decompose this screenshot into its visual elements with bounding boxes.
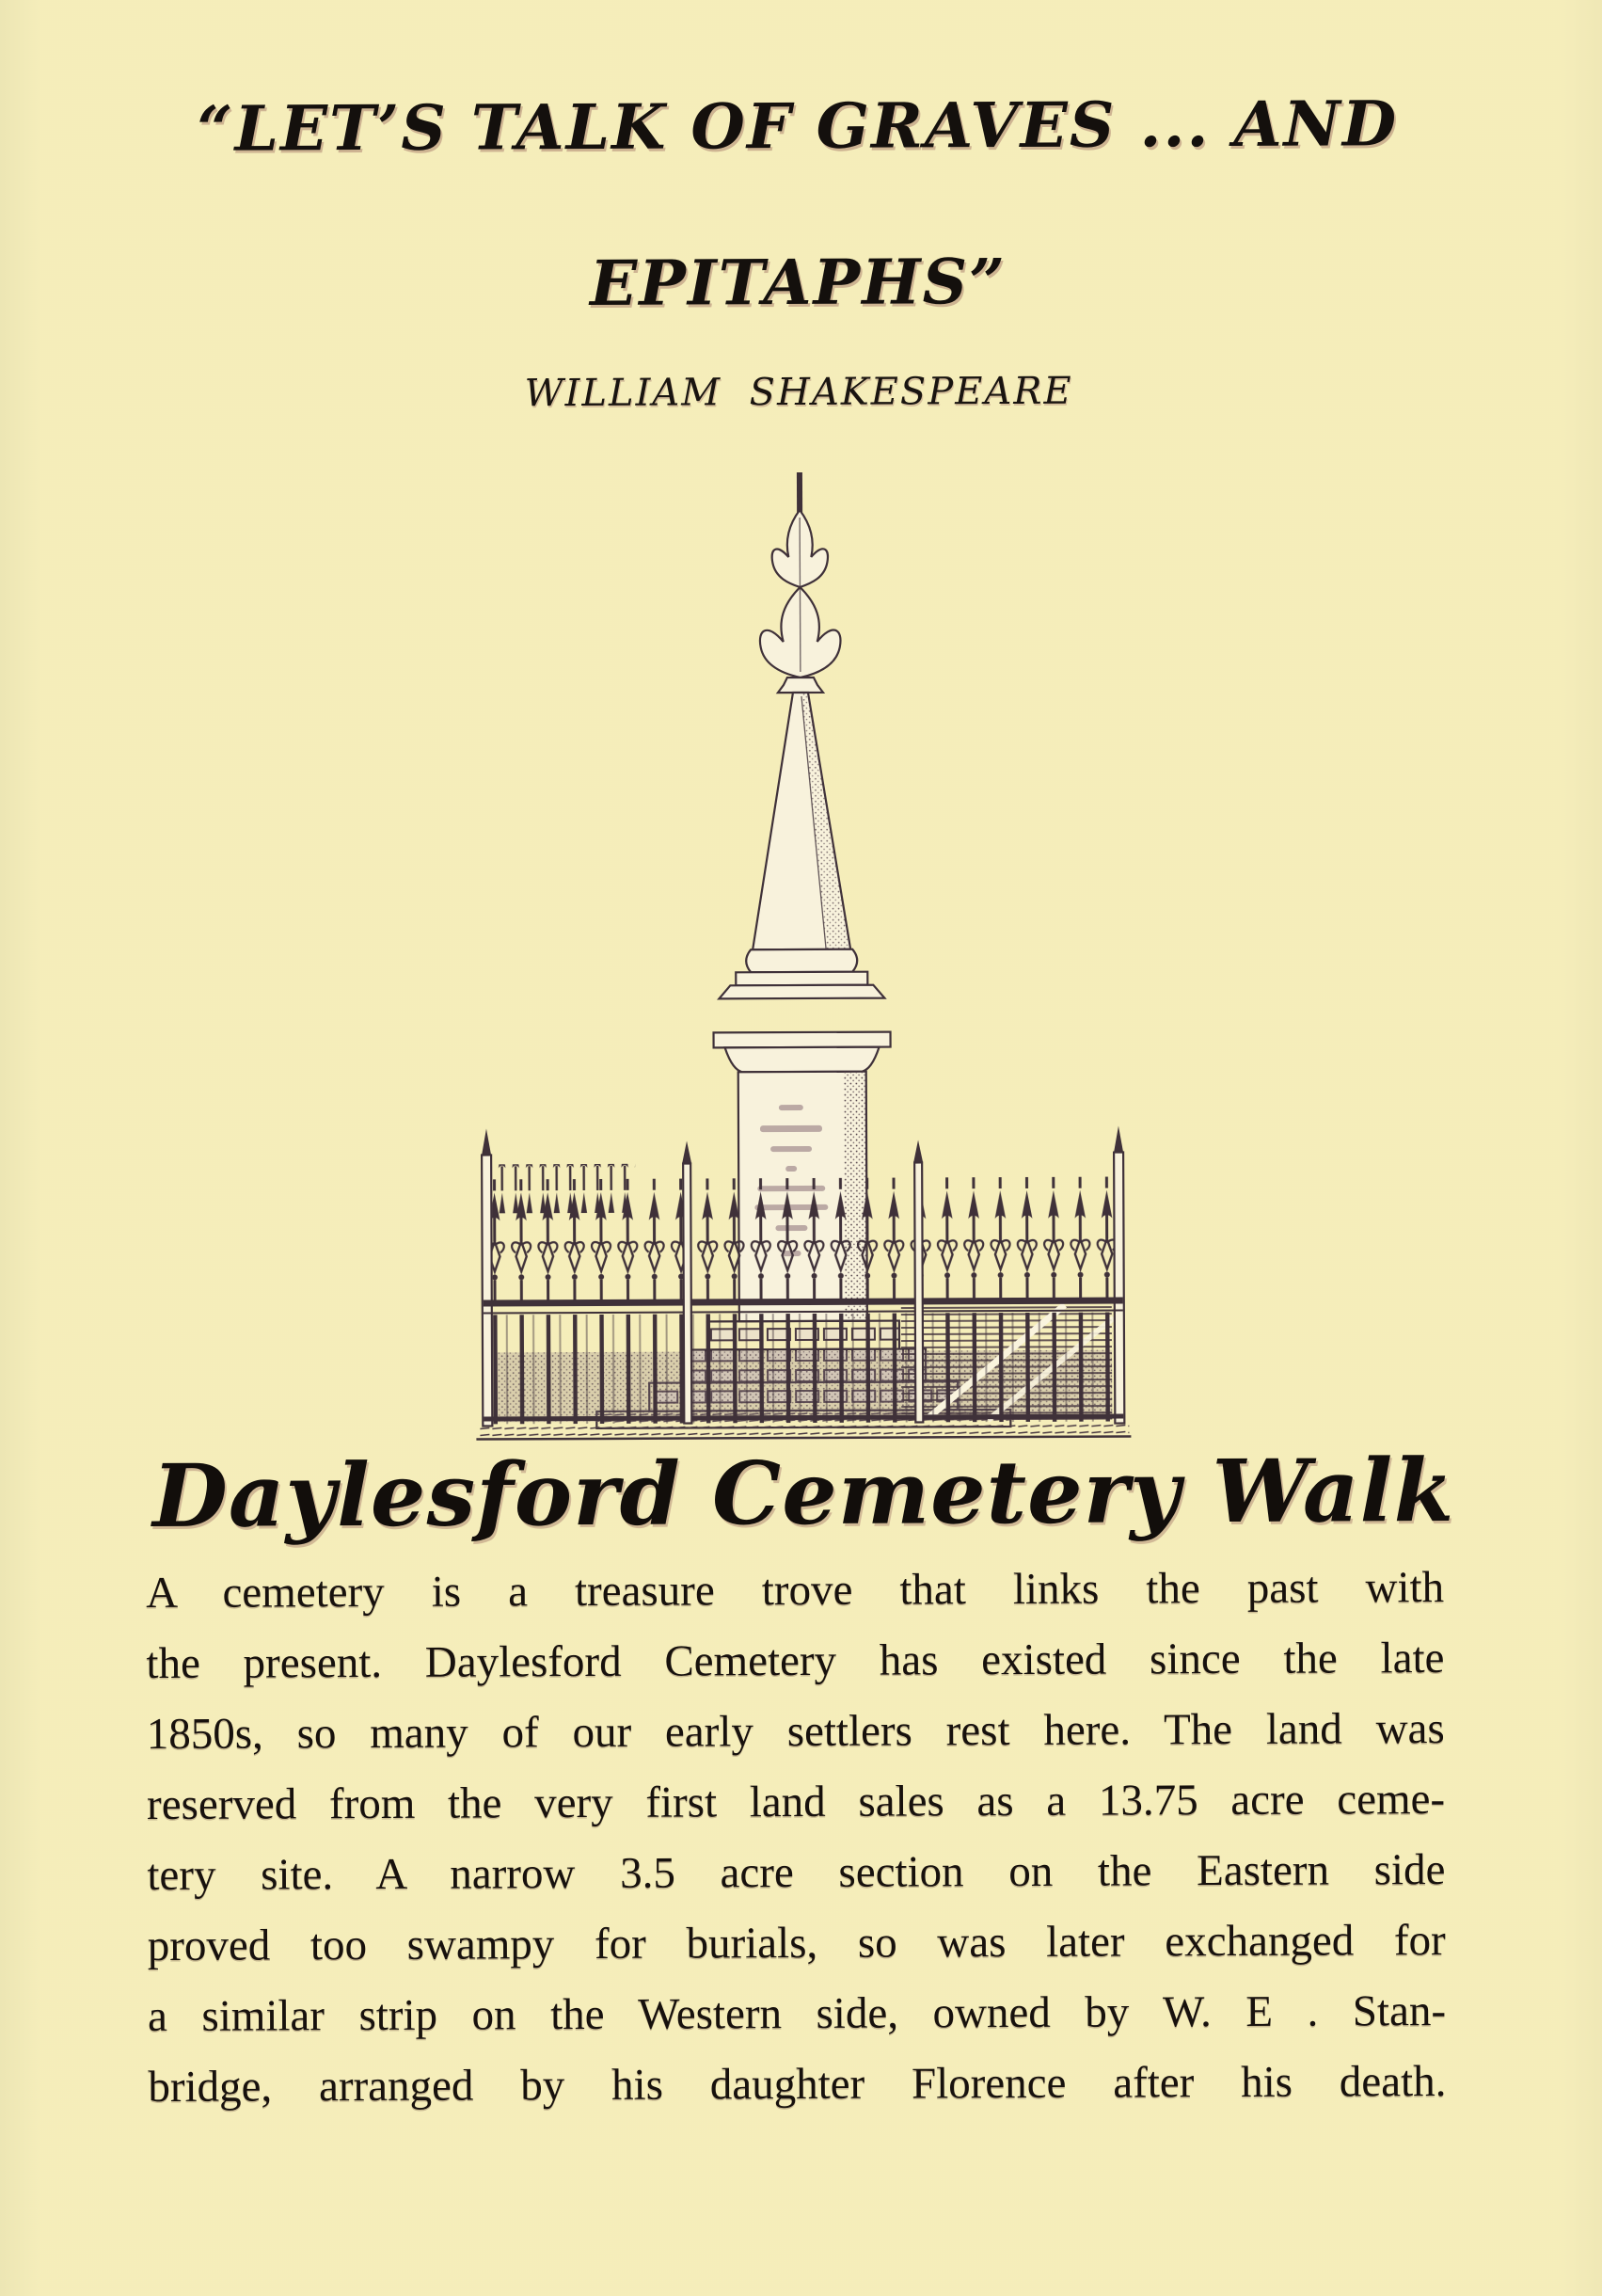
body-line: tery site. A narrow 3.5 acre section on the Eastern side (147, 1845, 1446, 1901)
quote-line-1: “LET’S TALK OF GRAVES ... AND (197, 87, 1399, 166)
monument-etching-svg (451, 454, 1151, 1444)
body-line: A cemetery is a treasure trove that links the past with (146, 1563, 1445, 1618)
body-paragraph (146, 1553, 1447, 2123)
monument-illustration (451, 454, 1151, 1444)
body-line: reserved from the very first land sales as a 13.75 acre ceme- (146, 1775, 1446, 1830)
body-line: 1850s, so many of our early settlers rest here. The land was (146, 1704, 1445, 1760)
page-title: Daylesford Cemetery Walk (151, 1439, 1455, 1547)
quote-attribution: WILLIAM SHAKESPEARE (524, 369, 1073, 416)
body-line: the present. Daylesford Cemetery has existed since the late (146, 1634, 1445, 1689)
body-line: bridge, arranged by his daughter Florence after his death. (148, 2057, 1447, 2113)
body-line: proved too swampy for burials, so was later exchanged for (147, 1916, 1446, 1971)
quote-line-2: EPITAPHS” (589, 244, 1007, 320)
body-line: a similar strip on the Western side, owned by W. E . Stan- (147, 1986, 1447, 2042)
